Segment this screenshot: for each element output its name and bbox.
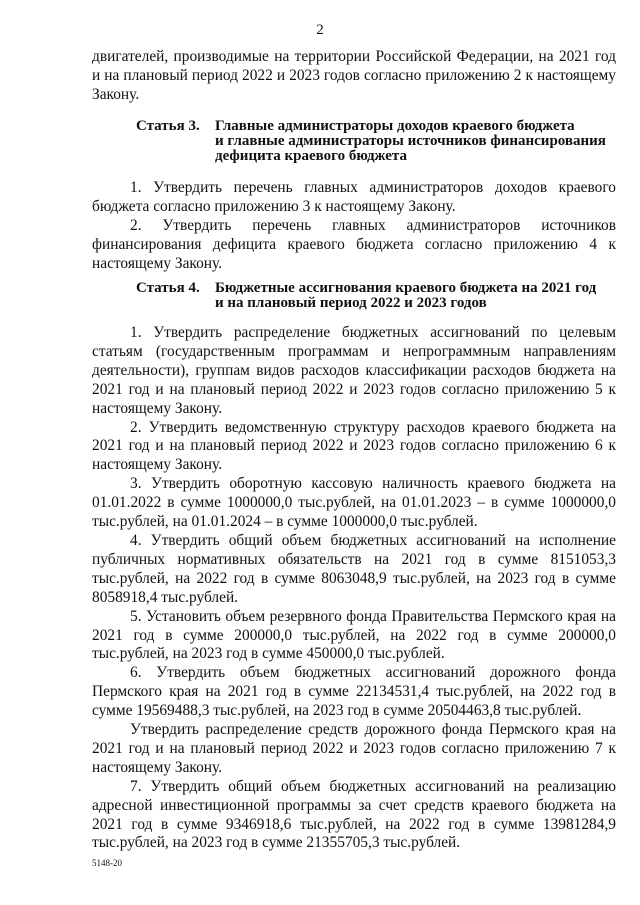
article-4-paragraph-2: 2. Утвердить ведомственную структуру расходов краевого бюджета на 2021 год и на плановый период 2022 и 2023 годов согласно приложению 6 к настоящему Закону. xyxy=(92,418,616,474)
article-4-paragraph-6-continued: Утвердить распределение средств дорожного фонда Пермского края на 2021 год и на плановый период 2022 и 2023 годов согласно приложению 7 к настоящему Закону. xyxy=(92,721,616,776)
article-3-body xyxy=(92,179,616,274)
article-4-paragraph-4: 4. Утвердить общий объем бюджетных ассигнований на исполнение публичных нормативных обязательств на 2021 год в сумме 8151053,3 тыс.рублей, на 2022 год в сумме 8063048,9 тыс.рублей, на 2023 год в сумме 8058918,4 тыс.рублей. xyxy=(92,531,616,606)
article-3-title-line-1: Главные администраторы доходов краевого бюджета xyxy=(215,118,575,134)
intro-block xyxy=(92,48,616,105)
article-4-paragraph-1: 1. Утвердить распределение бюджетных ассигнований по целевым статьям (государственным программам и непрограммным направлениям деятельности), группам видов расходов классификации расходов бюджета на 2021 год и на плановый период 2022 и 2023 годов согласно приложению 5 к настоящему Закону. xyxy=(92,324,616,417)
article-4-paragraph-5: 5. Установить объем резервного фонда Правительства Пермского края на 2021 год в сумме 200000,0 тыс.рублей, на 2022 год в сумме 200000,0 тыс.рублей, на 2023 год в сумме 450000,0 тыс.рублей. xyxy=(92,607,616,663)
article-3-number: Статья 3. xyxy=(136,118,200,134)
intro-paragraph: двигателей, производимые на территории Российской Федерации, на 2021 год и на плановый период 2022 и 2023 годов согласно приложению 2 к настоящему Закону. xyxy=(92,48,616,103)
article-4-title-line-1: Бюджетные ассигнования краевого бюджета на 2021 год xyxy=(215,280,597,296)
article-3-title-line-2: и главные администраторы источников финансирования xyxy=(215,132,606,149)
article-4-heading xyxy=(136,281,616,311)
page-number: 2 xyxy=(316,22,324,38)
article-4-paragraph-3: 3. Утвердить оборотную кассовую наличность краевого бюджета на 01.01.2022 в сумме 1000000,0 тыс.рублей, на 01.01.2023 – в сумме 1000000,0 тыс.рублей, на 01.01.2024 – в сумме 1000000,0 тыс.рублей. xyxy=(92,475,616,531)
article-3-title-line-3: дефицита краевого бюджета xyxy=(215,147,407,164)
article-4-title-line-2: и на плановый период 2022 и 2023 годов xyxy=(215,294,487,311)
article-4-body xyxy=(92,324,616,853)
article-4-number: Статья 4. xyxy=(136,280,200,296)
article-3-paragraph-2: 2. Утвердить перечень главных администраторов источников финансирования дефицита краевого бюджета согласно приложению 4 к настоящему Закону. xyxy=(92,216,616,272)
article-3-heading xyxy=(136,119,616,163)
article-3-paragraph-1: 1. Утвердить перечень главных администраторов доходов краевого бюджета согласно приложению 3 к настоящему Закону. xyxy=(92,179,616,215)
footer-code: 5148-20 xyxy=(92,858,122,868)
article-4-paragraph-6: 6. Утвердить объем бюджетных ассигнований дорожного фонда Пермского края на 2021 год в сумме 22134531,4 тыс.рублей, на 2022 год в сумме 19569488,3 тыс.рублей, на 2023 год в сумме 20504463,8 тыс.рублей. xyxy=(92,664,616,720)
article-4-paragraph-7: 7. Утвердить общий объем бюджетных ассигнований на реализацию адресной инвестиционной программы за счет средств краевого бюджета на 2021 год в сумме 9346918,6 тыс.рублей, на 2022 год в сумме 13981284,9 тыс.рублей, на 2023 год в сумме 21355705,3 тыс.рублей. xyxy=(92,777,616,852)
